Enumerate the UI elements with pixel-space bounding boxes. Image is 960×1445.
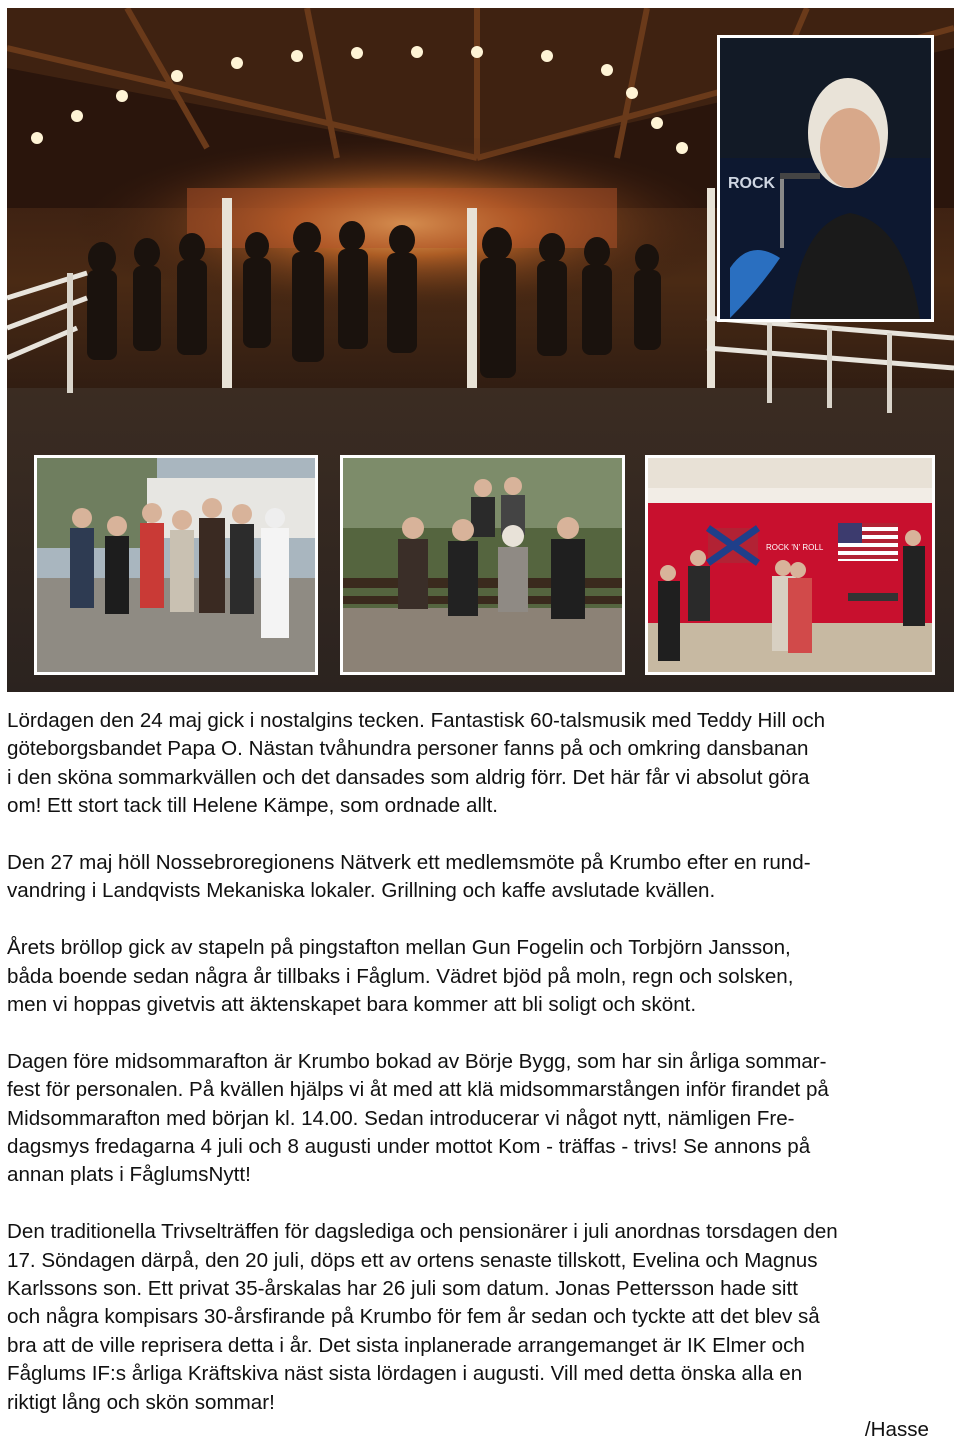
photo-collage xyxy=(7,8,954,692)
bench-photo xyxy=(340,455,625,675)
svg-text:ROCK: ROCK xyxy=(728,175,776,192)
group-photo xyxy=(34,455,318,675)
singer-illustration xyxy=(720,38,931,319)
stage-banner-text: ROCK 'N' ROLL xyxy=(766,543,824,552)
group-illustration xyxy=(37,458,315,672)
paragraph-wedding: Årets bröllop gick av stapeln på pingstafton mellan Gun Fogelin och Torbjörn Jansson, båda boende sedan några år tillbaks i Fåglum. Vädret bjöd på moln, regn och solsken, men vi hoppas givetvis att äktenskapet bara kommer att bli soligt och skönt. xyxy=(7,936,794,1017)
bench-illustration xyxy=(343,458,622,672)
author-signature: /Hasse xyxy=(864,1418,929,1441)
article-body xyxy=(7,707,953,1445)
paragraph-midsummer: Dagen före midsommarafton är Krumbo bokad av Börje Bygg, som har sin årliga sommar- fest för personalen. På kvällen hjälps vi åt med att klä midsommarstången inför firandet på Midsommarafton med början kl. 14.00. Sedan introducerar vi något nytt, nämligen Fre- dagsmys fredagarna 4 juli och 8 augusti under mottot Kom - träffas - trivs! Se annons på annan plats i FåglumsNytt! xyxy=(7,1049,829,1187)
paragraph-july-events: Den traditionella Trivselträffen för dagslediga och pensionärer i juli anordnas torsdagen den 17. Söndagen därpå, den 20 juli, döps ett av ortens senaste tillskott, Evelina och Magnus Karlssons son. Ett privat 35-årskalas har 26 juli som datum. Jonas Pettersson hade sitt och några kompisars 30-årsfirande på Krumbo för fem år sedan och tyckte att det blev så bra att de ville reprisera detta i år. Det sista inplanerade arrangemanget är IK Elmer och Fåglums IF:s årliga Kräftskiva näst sista lördagen i augusti. Vill med detta önska alla en riktigt lång och skön sommar! xyxy=(7,1220,838,1414)
paragraph-dance-evening: Lördagen den 24 maj gick i nostalgins tecken. Fantastisk 60-talsmusik med Teddy Hill och göteborgsbandet Papa O. Nästan tvåhundra personer fanns på och omkring dansbanan i den sköna sommarkvällen och det dansades som aldrig förr. Det här får vi absolut göra om! Ett stort tack till Helene Kämpe, som ordnade allt. xyxy=(7,709,826,818)
singer-photo xyxy=(717,35,934,322)
stage-illustration xyxy=(648,458,932,672)
stage-photo xyxy=(645,455,935,675)
paragraph-network-meeting: Den 27 maj höll Nossebroregionens Nätverk ett medlemsmöte på Krumbo efter en rund- vandring i Landqvists Mekaniska lokaler. Grillning och kaffe avslutade kvällen. xyxy=(7,851,811,903)
